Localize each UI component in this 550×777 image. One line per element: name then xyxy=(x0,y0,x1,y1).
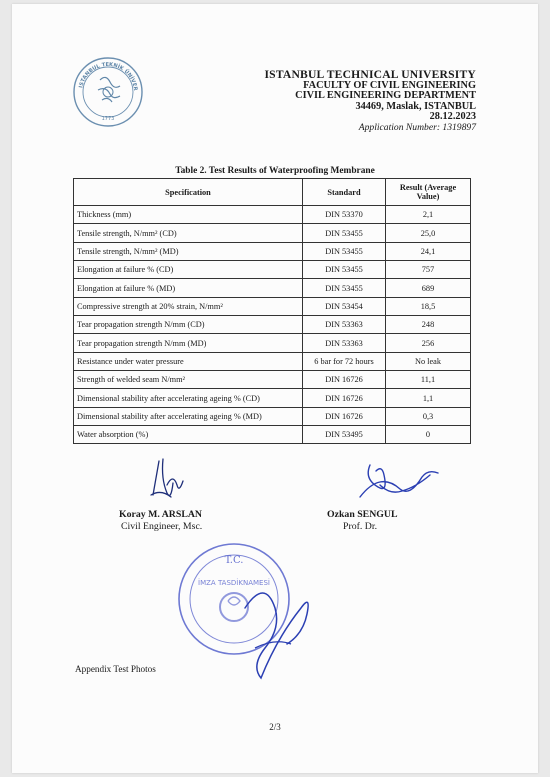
table-row xyxy=(74,389,471,407)
header-standard: Standard xyxy=(303,179,386,206)
result-cell: 2,1 xyxy=(386,206,471,224)
result-cell: 757 xyxy=(386,261,471,279)
header-result: Result (Average Value) xyxy=(386,179,471,206)
spec-cell: Elongation at failure % (CD) xyxy=(74,261,303,279)
spec-cell: Dimensional stability after accelerating ageing % (CD) xyxy=(74,389,303,407)
table-row xyxy=(74,297,471,315)
table-title: Table 2. Test Results of Waterproofing Membrane xyxy=(175,166,375,176)
page-number: 2/3 xyxy=(269,722,281,732)
result-cell: 256 xyxy=(386,334,471,352)
result-cell: 11,1 xyxy=(386,371,471,389)
table-row xyxy=(74,334,471,352)
result-cell: 248 xyxy=(386,316,471,334)
stamp-text: İMZA TASDİKNAMESİ xyxy=(198,579,270,587)
university-name: ISTANBUL TECHNICAL UNIVERSITY xyxy=(264,68,476,81)
signatory-2-role: Prof. Dr. xyxy=(343,521,378,532)
university-seal-logo xyxy=(72,56,144,128)
notary-signature xyxy=(225,578,315,682)
table-row xyxy=(74,242,471,260)
standard-cell: DIN 16726 xyxy=(303,371,386,389)
table-row xyxy=(74,261,471,279)
spec-cell: Tear propagation strength N/mm (MD) xyxy=(74,334,303,352)
document-date: 28.12.2023 xyxy=(429,111,476,123)
standard-cell: DIN 53455 xyxy=(303,279,386,297)
address: 34469, Maslak, ISTANBUL xyxy=(355,100,476,112)
faculty-name: FACULTY OF CIVIL ENGINEERING xyxy=(303,79,476,91)
spec-cell: Resistance under water pressure xyxy=(74,352,303,370)
signature-sengul xyxy=(340,455,450,515)
spec-cell: Tensile strength, N/mm² (MD) xyxy=(74,242,303,260)
standard-cell: DIN 53455 xyxy=(303,224,386,242)
spec-cell: Strength of welded seam N/mm² xyxy=(74,371,303,389)
svg-text:ISTANBUL TEKNİK ÜNİVERSİTESİ xyxy=(72,56,138,91)
standard-cell: DIN 53455 xyxy=(303,242,386,260)
standard-cell: DIN 53363 xyxy=(303,334,386,352)
signatory-1-name: Koray M. ARSLAN xyxy=(119,509,203,520)
standard-cell: 6 bar for 72 hours xyxy=(303,352,386,370)
table-row xyxy=(74,407,471,425)
results-table xyxy=(73,178,471,444)
result-cell: 0 xyxy=(386,426,471,444)
header-specification: Specification xyxy=(74,179,303,206)
stamp-tc: T.C. xyxy=(224,555,244,566)
standard-cell: DIN 16726 xyxy=(303,389,386,407)
table-row xyxy=(74,426,471,444)
table-row xyxy=(74,279,471,297)
application-number: Application Number: 1319897 xyxy=(358,121,476,133)
seal-text: ISTANBUL TEKNİK ÜNİVER xyxy=(78,61,139,92)
standard-cell: DIN 53454 xyxy=(303,297,386,315)
signatory-2-name: Ozkan SENGUL xyxy=(327,509,398,520)
result-cell: 25,0 xyxy=(386,224,471,242)
result-cell: 0,3 xyxy=(386,407,471,425)
appendix-note: Appendix Test Photos xyxy=(75,664,156,674)
standard-cell: DIN 53495 xyxy=(303,426,386,444)
spec-cell: Dimensional stability after accelerating ageing % (MD) xyxy=(74,407,303,425)
table-row xyxy=(74,352,471,370)
result-cell: No leak xyxy=(386,352,471,370)
standard-cell: DIN 53363 xyxy=(303,316,386,334)
table-row xyxy=(74,224,471,242)
signatory-1-role: Civil Engineer, Msc. xyxy=(121,521,203,532)
standard-cell: DIN 16726 xyxy=(303,407,386,425)
spec-cell: Water absorption (%) xyxy=(74,426,303,444)
spec-cell: Tensile strength, N/mm² (CD) xyxy=(74,224,303,242)
letterhead xyxy=(264,70,476,134)
table-row xyxy=(74,206,471,224)
table-body xyxy=(74,206,471,444)
spec-cell: Elongation at failure % (MD) xyxy=(74,279,303,297)
seal-year: 1773 xyxy=(101,116,115,122)
standard-cell: DIN 53370 xyxy=(303,206,386,224)
result-cell: 24,1 xyxy=(386,242,471,260)
table-header-row xyxy=(74,179,471,206)
result-cell: 18,5 xyxy=(386,297,471,315)
standard-cell: DIN 53455 xyxy=(303,261,386,279)
result-cell: 1,1 xyxy=(386,389,471,407)
table-row xyxy=(74,371,471,389)
spec-cell: Compressive strength at 20% strain, N/mm² xyxy=(74,297,303,315)
table-row xyxy=(74,316,471,334)
spec-cell: Thickness (mm) xyxy=(74,206,303,224)
result-cell: 689 xyxy=(386,279,471,297)
spec-cell: Tear propagation strength N/mm (CD) xyxy=(74,316,303,334)
department-name: CIVIL ENGINEERING DEPARTMENT xyxy=(295,90,476,102)
